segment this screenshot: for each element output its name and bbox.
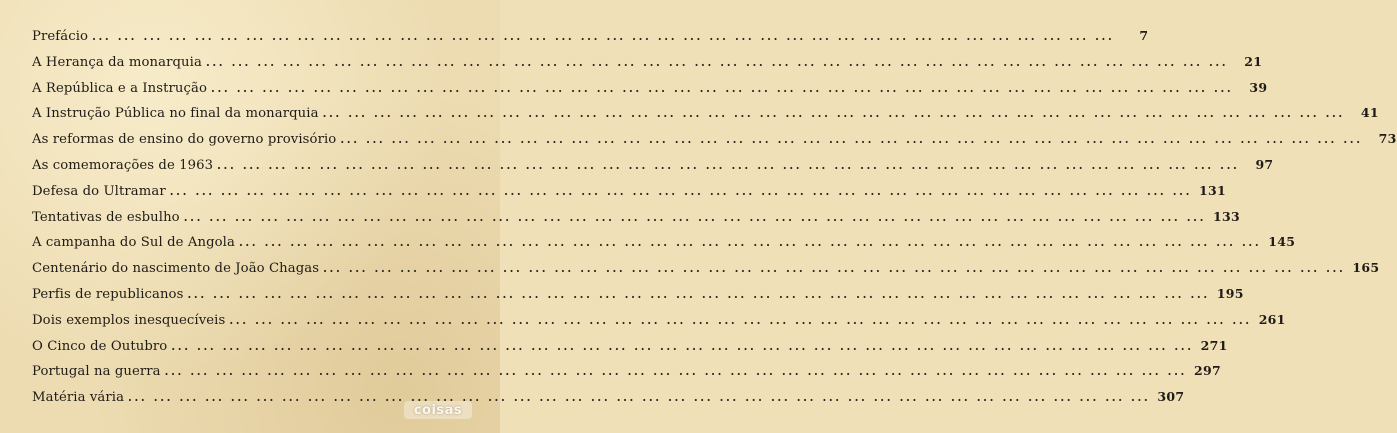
dot-leader: ... ... ... ... ... ... ... ... ... ... ... ... ... ... ... ... ... ... ... ... ... ... ... ... ... ... ... ... ... ... ... ... ... ... ... ... ... ... ... ... xyxy=(322,107,1345,121)
toc-entry-page: 307 xyxy=(1157,389,1185,405)
toc-entry xyxy=(32,232,1296,258)
toc-entry xyxy=(32,155,1274,181)
toc-entry-title: A Instrução Pública no final da monarquia xyxy=(32,106,319,122)
toc-entry-title: A República e a Instrução xyxy=(32,80,208,96)
toc-entry-page: 131 xyxy=(1199,182,1227,198)
toc-entry-page: 41 xyxy=(1360,105,1379,121)
dot-leader: ... ... ... ... ... ... ... ... ... ... ... ... ... ... ... ... ... ... ... ... ... ... ... ... ... ... ... ... ... ... ... ... ... ... ... ... ... ... ... ... xyxy=(211,81,1234,95)
toc-entry-page: 145 xyxy=(1268,234,1296,250)
toc-entry-page: 21 xyxy=(1244,53,1263,69)
toc-entry-title: As reformas de ensino do governo provisório xyxy=(32,132,337,148)
toc-entry xyxy=(32,284,1244,310)
toc-entry-page: 73 xyxy=(1378,131,1397,147)
toc-entry xyxy=(32,181,1227,207)
dot-leader: ... ... ... ... ... ... ... ... ... ... ... ... ... ... ... ... ... ... ... ... ... ... ... ... ... ... ... ... ... ... ... ... ... ... ... ... ... ... ... ... xyxy=(238,236,1262,250)
toc-entry xyxy=(32,336,1228,362)
watermark-logo xyxy=(404,401,472,419)
toc-entry-page: 261 xyxy=(1258,311,1286,327)
toc-entry-title: Matéria vária xyxy=(32,390,125,406)
toc-entry-page: 297 xyxy=(1193,363,1221,379)
toc-entry-page: 195 xyxy=(1216,285,1244,301)
toc-entry-page: 97 xyxy=(1255,156,1274,172)
dot-leader: ... ... ... ... ... ... ... ... ... ... ... ... ... ... ... ... ... ... ... ... ... ... ... ... ... ... ... ... ... ... ... ... ... ... ... ... ... ... ... ... xyxy=(323,262,1346,276)
toc-entry xyxy=(32,207,1241,233)
toc-entry xyxy=(32,310,1286,336)
toc-entry-title: Perfis de republicanos xyxy=(32,286,184,302)
toc-entry xyxy=(32,103,1379,129)
toc-entry-title: Prefácio xyxy=(32,29,89,44)
toc-entry xyxy=(32,129,1397,155)
toc-entry xyxy=(32,52,1263,78)
toc-entry-page: 165 xyxy=(1352,260,1380,276)
table-of-contents xyxy=(32,26,1397,413)
watermark-text: coisas xyxy=(413,402,463,418)
toc-entry xyxy=(32,361,1221,387)
dot-leader: ... ... ... ... ... ... ... ... ... ... ... ... ... ... ... ... ... ... ... ... ... ... ... ... ... ... ... ... ... ... ... ... ... ... ... ... ... ... ... ... xyxy=(169,184,1193,198)
toc-entry-title: As comemorações de 1963 xyxy=(32,157,214,173)
toc-entry-title: Defesa do Ultramar xyxy=(32,183,166,199)
toc-entry-page: 7 xyxy=(1139,28,1149,43)
dot-leader: ... ... ... ... ... ... ... ... ... ... ... ... ... ... ... ... ... ... ... ... ... ... ... ... ... ... ... ... ... ... ... ... ... ... ... ... ... ... ... ... xyxy=(229,313,1252,327)
dot-leader: ... ... ... ... ... ... ... ... ... ... ... ... ... ... ... ... ... ... ... ... ... ... ... ... ... ... ... ... ... ... ... ... ... ... ... ... ... ... ... ... xyxy=(340,133,1363,147)
toc-entry-page: 133 xyxy=(1213,208,1241,224)
dot-leader: ... ... ... ... ... ... ... ... ... ... ... ... ... ... ... ... ... ... ... ... ... ... ... ... ... ... ... ... ... ... ... ... ... ... ... ... ... ... ... ... xyxy=(205,55,1229,69)
toc-entry-page: 39 xyxy=(1249,79,1268,95)
toc-entry xyxy=(32,78,1268,104)
toc-entry-page: 271 xyxy=(1200,337,1228,353)
toc-entry-title: A campanha do Sul de Angola xyxy=(32,235,235,251)
dot-leader: ... ... ... ... ... ... ... ... ... ... ... ... ... ... ... ... ... ... ... ... ... ... ... ... ... ... ... ... ... ... ... ... ... ... ... ... ... ... ... ... xyxy=(217,158,1240,172)
dot-leader: ... ... ... ... ... ... ... ... ... ... ... ... ... ... ... ... ... ... ... ... ... ... ... ... ... ... ... ... ... ... ... ... ... ... ... ... ... ... ... ... xyxy=(128,391,1151,405)
dot-leader: ... ... ... ... ... ... ... ... ... ... ... ... ... ... ... ... ... ... ... ... ... ... ... ... ... ... ... ... ... ... ... ... ... ... ... ... ... ... ... ... xyxy=(164,365,1187,379)
toc-entry xyxy=(32,258,1380,284)
toc-entry-title: Portugal na guerra xyxy=(32,364,161,380)
toc-entry-title: O Cinco de Outubro xyxy=(32,338,168,354)
toc-entry-title: Dois exemplos inesquecíveis xyxy=(32,312,226,328)
dot-leader: ... ... ... ... ... ... ... ... ... ... ... ... ... ... ... ... ... ... ... ... ... ... ... ... ... ... ... ... ... ... ... ... ... ... ... ... ... ... ... ... xyxy=(92,30,1115,43)
dot-leader: ... ... ... ... ... ... ... ... ... ... ... ... ... ... ... ... ... ... ... ... ... ... ... ... ... ... ... ... ... ... ... ... ... ... ... ... ... ... ... ... xyxy=(187,287,1210,301)
dot-leader: ... ... ... ... ... ... ... ... ... ... ... ... ... ... ... ... ... ... ... ... ... ... ... ... ... ... ... ... ... ... ... ... ... ... ... ... ... ... ... ... xyxy=(171,339,1194,353)
toc-entry-title: Tentativas de esbulho xyxy=(32,209,180,225)
toc-entry-title: Centenário do nascimento de João Chagas xyxy=(32,261,320,277)
dot-leader: ... ... ... ... ... ... ... ... ... ... ... ... ... ... ... ... ... ... ... ... ... ... ... ... ... ... ... ... ... ... ... ... ... ... ... ... ... ... ... ... xyxy=(183,210,1207,224)
toc-entry-title: A Herança da monarquia xyxy=(32,54,202,70)
toc-entry xyxy=(32,26,1149,52)
